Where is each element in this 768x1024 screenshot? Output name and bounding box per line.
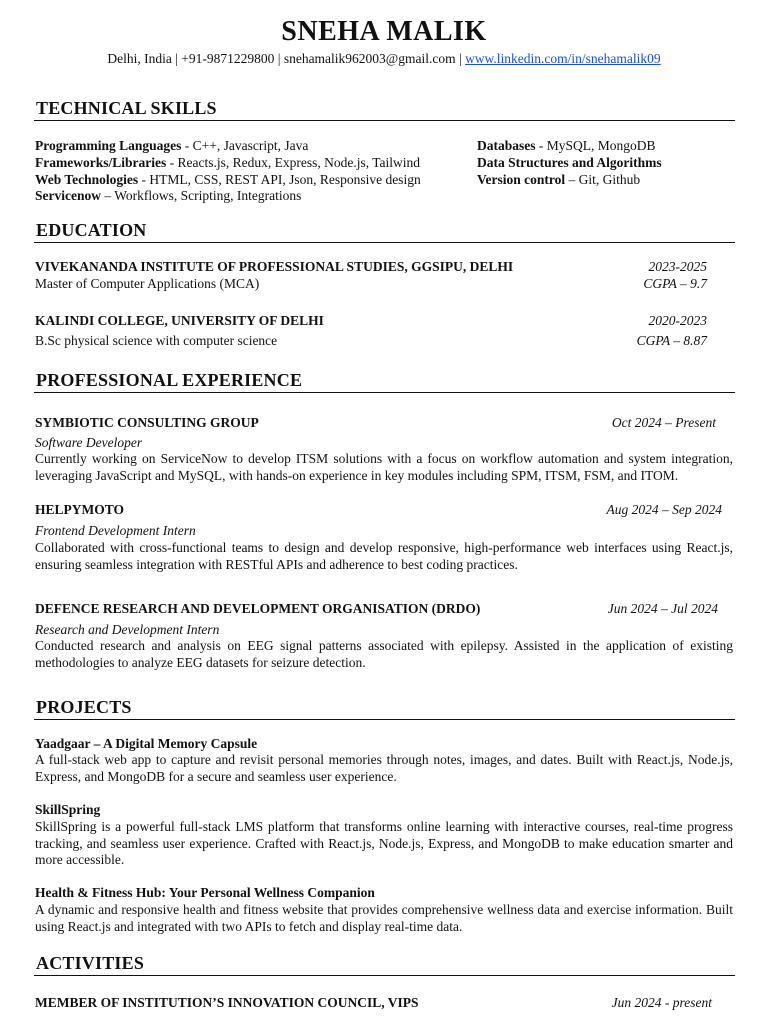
skill-row bbox=[477, 155, 662, 171]
linkedin-link[interactable]: www.linkedin.com/in/snehamalik09 bbox=[465, 51, 661, 66]
job-description: Currently working on ServiceNow to develop ITSM solutions with a focus on workflow automation and system integration, leveraging JavaScript and MySQL, with hands-on experience in key modules including SPM, ITSM, FSM, and ITOM. bbox=[35, 451, 733, 483]
skill-sep: - bbox=[535, 138, 547, 153]
skill-sep: - bbox=[181, 138, 193, 153]
skill-label: Databases bbox=[477, 138, 536, 153]
candidate-name: SNEHA MALIK bbox=[281, 16, 487, 47]
job-company: SYMBIOTIC CONSULTING GROUP bbox=[35, 415, 259, 430]
section-divider bbox=[34, 120, 735, 121]
skill-label: Version control bbox=[477, 172, 566, 187]
project-description: A full-stack web app to capture and revisit personal memories through notes, images, and dates. Built with React.js, Node.js, Express, and MongoDB for a secure and seamless user experience. bbox=[35, 752, 733, 784]
job-dates: Jun 2024 – Jul 2024 bbox=[607, 601, 718, 616]
skill-row bbox=[477, 138, 656, 154]
job-dates: Oct 2024 – Present bbox=[611, 415, 716, 430]
job-role: Research and Development Intern bbox=[35, 622, 220, 637]
job-company: DEFENCE RESEARCH AND DEVELOPMENT ORGANISATION (DRDO) bbox=[35, 601, 481, 616]
education-dates: 2023-2025 bbox=[648, 259, 707, 274]
skill-row bbox=[477, 172, 640, 188]
job-description: Conducted research and analysis on EEG signal patterns associated with epilepsy. Assisted in the application of existing methodologies to analyze EEG datasets for seizure detection. bbox=[35, 638, 733, 670]
skill-value: MySQL, MongoDB bbox=[546, 138, 656, 153]
skill-label: Web Technologies bbox=[35, 172, 139, 187]
skill-sep: - bbox=[166, 155, 178, 170]
skill-sep: – bbox=[565, 172, 579, 187]
section-divider bbox=[34, 392, 735, 393]
job-role: Software Developer bbox=[35, 435, 143, 450]
section-divider bbox=[34, 975, 735, 976]
contact-details: Delhi, India | +91-9871229800 | snehamalik962003@gmail.com | bbox=[107, 51, 466, 66]
skill-value: Reacts.js, Redux, Express, Node.js, Tailwind bbox=[177, 155, 421, 170]
project-title: Health & Fitness Hub: Your Personal Wellness Companion bbox=[35, 885, 375, 900]
section-divider bbox=[34, 242, 735, 243]
job-company: HELPYMOTO bbox=[35, 502, 125, 517]
section-divider bbox=[34, 719, 735, 720]
skill-label: Data Structures and Algorithms bbox=[477, 155, 662, 170]
education-grade: CGPA – 9.7 bbox=[643, 276, 707, 291]
education-institution: KALINDI COLLEGE, UNIVERSITY OF DELHI bbox=[35, 313, 324, 328]
skill-row bbox=[35, 172, 421, 188]
skill-value: C++, Javascript, Java bbox=[192, 138, 309, 153]
education-grade: CGPA – 8.87 bbox=[636, 333, 707, 348]
section-heading-projects: PROJECTS bbox=[36, 697, 132, 717]
skill-value: Workflows, Scripting, Integrations bbox=[114, 188, 302, 203]
project-title: SkillSpring bbox=[35, 802, 101, 817]
activity-dates: Jun 2024 - present bbox=[611, 995, 712, 1010]
skill-label: Programming Languages bbox=[35, 138, 182, 153]
project-description: SkillSpring is a powerful full-stack LMS platform that transforms online learning with interactive courses, real-time progress tracking, and seamless user experience. Crafted with React.js, Node.js, Express, and MongoDB to make education smarter and more accessible. bbox=[35, 819, 733, 867]
skill-row bbox=[35, 188, 301, 204]
education-degree: B.Sc physical science with computer science bbox=[35, 333, 278, 348]
education-institution: VIVEKANANDA INSTITUTE OF PROFESSIONAL STUDIES, GGSIPU, DELHI bbox=[35, 259, 514, 274]
job-dates: Aug 2024 – Sep 2024 bbox=[606, 502, 722, 517]
contact-line bbox=[0, 51, 768, 67]
skill-sep: – bbox=[100, 188, 115, 203]
skill-label: Frameworks/Libraries bbox=[35, 155, 167, 170]
job-role: Frontend Development Intern bbox=[35, 523, 196, 538]
education-degree: Master of Computer Applications (MCA) bbox=[35, 276, 260, 291]
skill-row bbox=[35, 155, 420, 171]
section-heading-education: EDUCATION bbox=[36, 220, 147, 240]
job-description: Collaborated with cross-functional teams to design and develop responsive, high-performance web interfaces using React.js, ensuring seamless integration with RESTful APIs and adherence to best coding practices. bbox=[35, 540, 733, 572]
education-dates: 2020-2023 bbox=[648, 313, 707, 328]
section-heading-activities: ACTIVITIES bbox=[36, 953, 145, 973]
activity-title: MEMBER OF INSTITUTION’S INNOVATION COUNCIL, VIPS bbox=[35, 995, 419, 1010]
skill-sep: - bbox=[138, 172, 150, 187]
project-description: A dynamic and responsive health and fitness website that provides comprehensive wellness data and exercise information. Built using React.js and integrated with two APIs to fetch and display real-time data. bbox=[35, 902, 733, 934]
section-heading-skills: TECHNICAL SKILLS bbox=[36, 98, 217, 118]
skill-value: Git, Github bbox=[578, 172, 641, 187]
skill-value: HTML, CSS, REST API, Json, Responsive design bbox=[149, 172, 421, 187]
section-heading-experience: PROFESSIONAL EXPERIENCE bbox=[36, 370, 303, 390]
skill-label: Servicenow bbox=[35, 188, 101, 203]
project-title: Yaadgaar – A Digital Memory Capsule bbox=[35, 736, 258, 751]
skill-row bbox=[35, 138, 308, 154]
